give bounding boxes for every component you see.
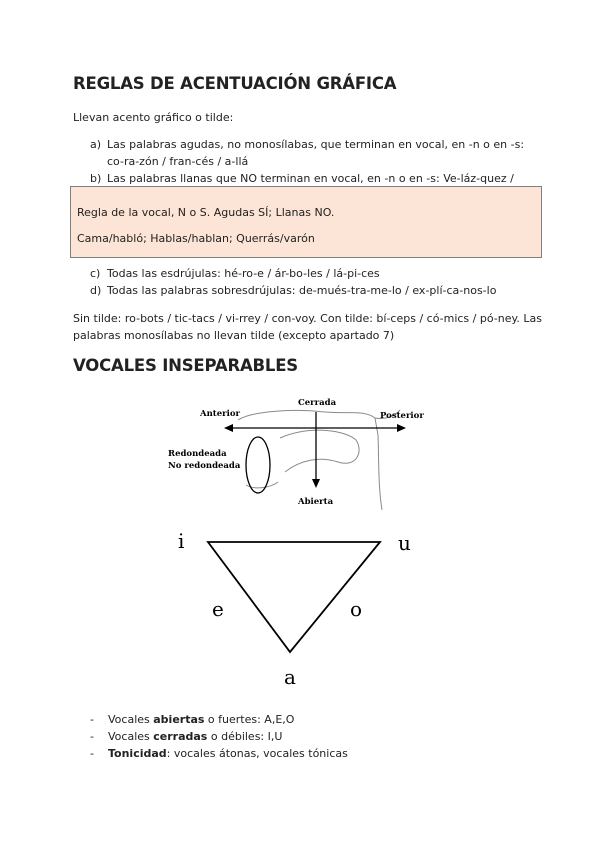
- tilde-note: [73, 310, 543, 344]
- rule-text: Todas las esdrújulas: hé-ro-e / ár-bo-les / lá-pi-ces: [107, 267, 380, 280]
- rule-item-a: [90, 136, 540, 170]
- rule-marker: a): [90, 138, 102, 151]
- vowel-e: e: [212, 597, 224, 621]
- vowel-u: u: [398, 531, 411, 555]
- rule-marker: c): [90, 267, 101, 280]
- page-title: REGLAS DE ACENTUACIÓN GRÁFICA: [73, 74, 397, 93]
- rule-text: Las palabras llanas que NO terminan en vocal, en -n o en -s: Ve-láz-quez /: [107, 172, 514, 185]
- section-heading-vowels: VOCALES INSEPARABLES: [73, 356, 298, 375]
- vowel-o: o: [350, 597, 363, 621]
- box-line-1: Regla de la vocal, N o S. Agudas SÍ; Llanas NO.: [77, 206, 335, 219]
- label-abierta: Abierta: [298, 497, 334, 507]
- right-arrowhead: [397, 424, 406, 432]
- vowel-articulation-diagram: [160, 390, 430, 510]
- label-redondeada: Redondeada: [168, 449, 227, 459]
- rule-text: Todas las palabras sobresdrújulas: de-mués-tra-me-lo / ex-plí-ca-nos-lo: [107, 284, 497, 297]
- rule-text: Las palabras agudas, no monosílabas, que terminan en vocal, en -n o en -s:: [107, 138, 525, 151]
- rounding-ellipse: [246, 437, 270, 493]
- tongue-outline: [280, 430, 359, 472]
- label-no-redondeada: No redondeada: [168, 461, 241, 471]
- rule-marker: b): [90, 172, 102, 185]
- tilde-note-line-2: palabras monosílabas no llevan tilde (excepto apartado 7): [73, 329, 395, 342]
- rule-example: co-ra-zón / fran-cés / a-llá: [107, 155, 249, 168]
- left-arrowhead: [224, 424, 233, 432]
- rule-item-d: [90, 282, 540, 299]
- tilde-note-line-1: Sin tilde: ro-bots / tic-tacs / vi-rrey / con-voy. Con tilde: bí-ceps / có-mics / pó-ney. Las: [73, 312, 543, 325]
- rule-summary-box: [70, 186, 542, 258]
- label-posterior: Posterior: [380, 411, 424, 421]
- rule-item-b: [90, 170, 540, 187]
- down-arrowhead: [312, 479, 320, 488]
- label-anterior: Anterior: [200, 409, 240, 419]
- label-cerrada: Cerrada: [298, 398, 337, 408]
- intro-text: Llevan acento gráfico o tilde:: [73, 111, 234, 124]
- vowel-i: i: [178, 529, 185, 553]
- rule-item-c: [90, 265, 540, 282]
- rule-marker: d): [90, 284, 102, 297]
- vowel-triangle: [160, 520, 430, 700]
- box-line-2: Cama/habló; Hablas/hablan; Querrás/varón: [77, 232, 315, 245]
- vowel-a: a: [284, 665, 296, 689]
